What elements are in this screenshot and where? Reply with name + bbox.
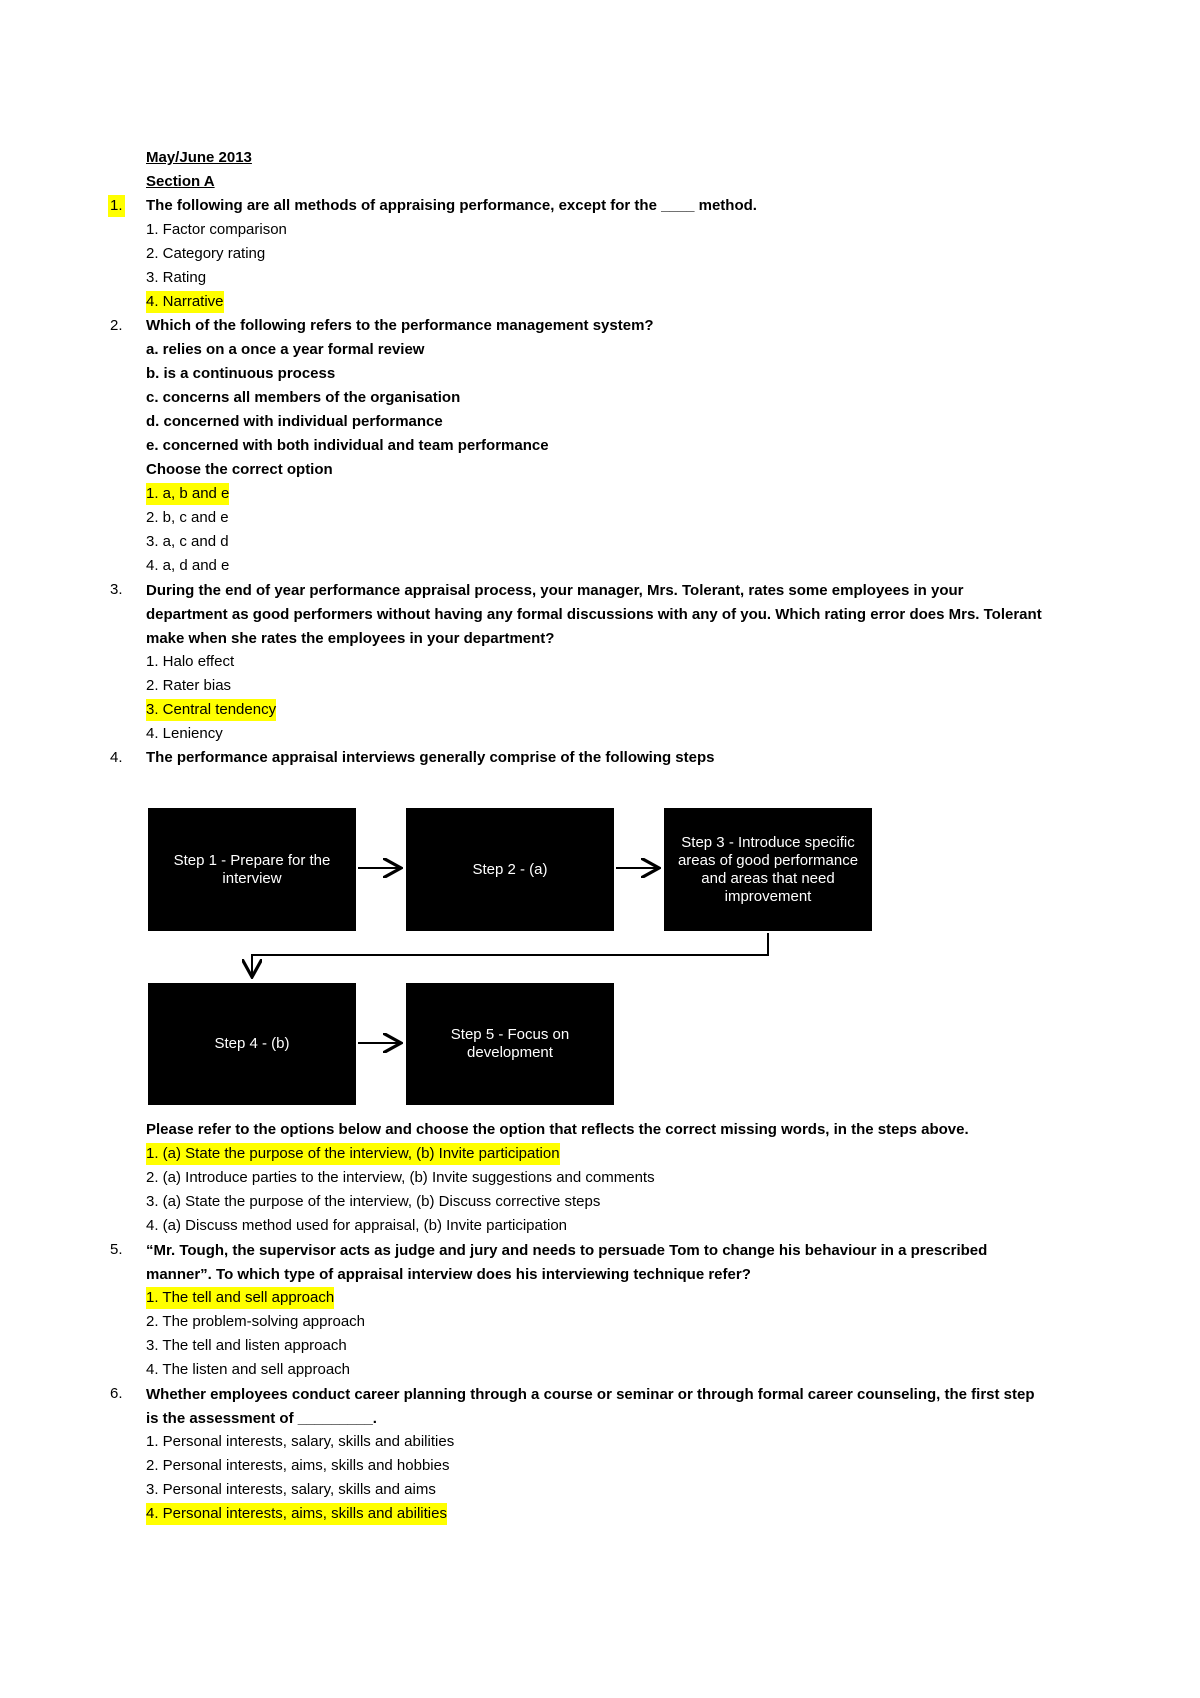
option: 1. Factor comparison: [146, 221, 287, 238]
step-1-box: Step 1 - Prepare for the interview: [148, 808, 356, 931]
exam-date: May/June 2013: [146, 149, 252, 166]
question-text: During the end of year performance appraisal process, your manager, Mrs. Tolerant, rates some employees in your department as good performers without having any formal discussions with any of you. Which rating error does Mrs. Tolerant make when she rates the employees in your department?: [146, 582, 1042, 647]
option: 3. Rating: [146, 269, 207, 286]
question-number: 2.: [110, 317, 123, 334]
correct-option: 3. Central tendency: [146, 699, 276, 721]
question-number: 3.: [110, 581, 123, 598]
question-number: 4.: [110, 749, 123, 766]
option: 4. Leniency: [146, 725, 223, 742]
option: 2. b, c and e: [146, 509, 229, 526]
question-text: Whether employees conduct career planning through a course or seminar or through formal career counseling, the first step is the assessment of _________.: [146, 1386, 1035, 1427]
statement: c. concerns all members of the organisation: [146, 389, 461, 406]
correct-option: 4. Narrative: [146, 291, 224, 313]
question-text: The performance appraisal interviews generally comprise of the following steps: [146, 749, 715, 766]
option: 4. The listen and sell approach: [146, 1361, 351, 1378]
question-prompt: Please refer to the options below and choose the option that reflects the correct missing words, in the steps above.: [146, 1121, 969, 1138]
option: 1. Halo effect: [146, 653, 235, 670]
correct-option: 4. Personal interests, aims, skills and abilities: [146, 1503, 447, 1525]
option: 2. Personal interests, aims, skills and hobbies: [146, 1457, 450, 1474]
question-number: 6.: [110, 1385, 123, 1402]
option: 3. (a) State the purpose of the interview, (b) Discuss corrective steps: [146, 1193, 601, 1210]
correct-option: 1. The tell and sell approach: [146, 1287, 334, 1309]
option: 2. (a) Introduce parties to the interview, (b) Invite suggestions and comments: [146, 1169, 655, 1186]
option: 3. a, c and d: [146, 533, 229, 550]
question-text: “Mr. Tough, the supervisor acts as judge and jury and needs to persuade Tom to change his behaviour in a prescribed manner”. To which type of appraisal interview does his interviewing technique refer?: [146, 1242, 988, 1283]
correct-option: 1. (a) State the purpose of the interview, (b) Invite participation: [146, 1143, 560, 1165]
option: 4. (a) Discuss method used for appraisal, (b) Invite participation: [146, 1217, 568, 1234]
option: 2. Rater bias: [146, 677, 232, 694]
option: 3. Personal interests, salary, skills and aims: [146, 1481, 436, 1498]
arrow-down-icon: [252, 933, 768, 977]
option: 1. Personal interests, salary, skills and abilities: [146, 1433, 455, 1450]
question-text: Which of the following refers to the performance management system?: [146, 317, 654, 334]
option: 2. The problem-solving approach: [146, 1313, 366, 1330]
step-5-box: Step 5 - Focus on development: [406, 983, 614, 1105]
option: 3. The tell and listen approach: [146, 1337, 347, 1354]
statement: e. concerned with both individual and team performance: [146, 437, 549, 454]
question-prompt: Choose the correct option: [146, 461, 333, 478]
statement: a. relies on a once a year formal review: [146, 341, 425, 358]
section-title: Section A: [146, 173, 215, 190]
step-4-box: Step 4 - (b): [148, 983, 356, 1105]
statement: b. is a continuous process: [146, 365, 336, 382]
step-3-box: Step 3 - Introduce specific areas of good performance and areas that need improvement: [664, 808, 872, 931]
step-2-box: Step 2 - (a): [406, 808, 614, 931]
question-text: The following are all methods of appraising performance, except for the ____ method.: [146, 197, 757, 214]
statement: d. concerned with individual performance: [146, 413, 443, 430]
correct-option: 1. a, b and e: [146, 483, 229, 505]
option: 2. Category rating: [146, 245, 266, 262]
question-number: 5.: [110, 1241, 123, 1258]
option: 4. a, d and e: [146, 557, 230, 574]
question-number: 1.: [108, 195, 125, 217]
